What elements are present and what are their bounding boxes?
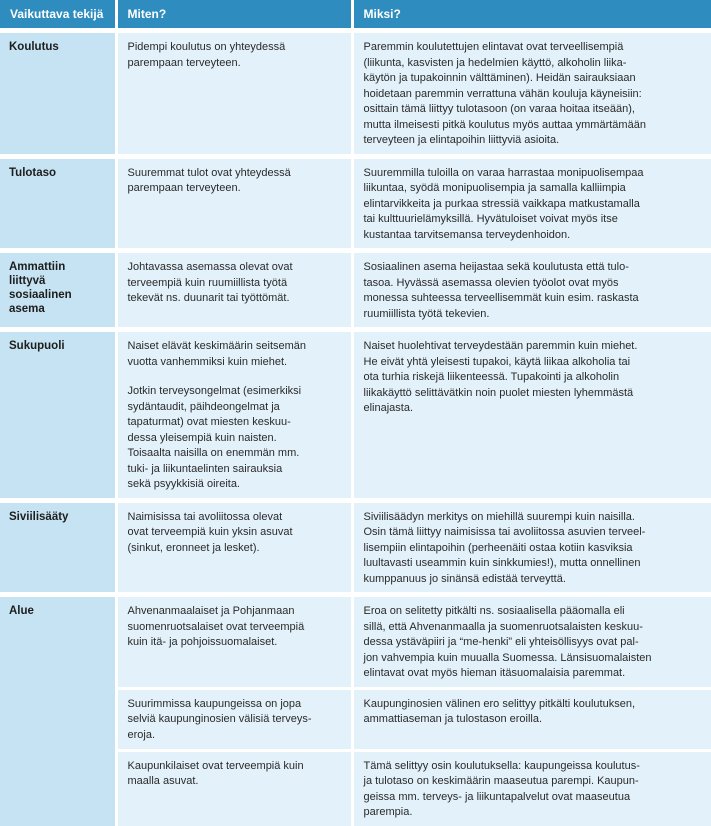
table-row (0, 156, 711, 251)
table-row (0, 330, 711, 501)
factor-cell: Alue (0, 595, 116, 826)
how-cell: Suurimmissa kaupungeissa on jopa selviä kaupunginosien välisiä terveys- eroja. (116, 688, 352, 750)
how-cell: Pidempi koulutus on yhteydessä parempaan terveyteen. (116, 31, 352, 157)
why-cell: Suuremmilla tuloilla on varaa harrastaa monipuolisempaa liikuntaa, syödä monipuolisempia ja samalla kalliimpia elintarvikkeita ja purkaa stressiä vaikkapa matkustamalla tai kulttuurielämyksillä. Hyvätuloiset voivat myös itse kustantaa tarvitsemansa terveydenhoidon. (352, 156, 711, 251)
factor-cell: Tulotaso (0, 156, 116, 251)
how-paragraph: Jotkin terveysongelmat (esimerkiksi sydäntaudit, päihdeongelmat ja tapaturmat) ovat miesten keskuu- dessa yleisempiä kuin naisten. Toisaalta naisilla on enemmän mm. tuki- ja liikuntaelinten sairauksia sekä psyykkisiä oireita. (127, 385, 302, 490)
header-factor: Vaikuttava tekijä (0, 0, 116, 31)
how-cell: Ahvenanmaalaiset ja Pohjanmaan suomenruotsalaiset ovat terveempiä kuin itä- ja pohjoissuomalaiset. (116, 595, 352, 689)
factor-cell: Koulutus (0, 31, 116, 157)
table-row (0, 595, 711, 689)
how-paragraph: Naiset elävät keskimäärin seitsemän vuotta vanhemmiksi kuin miehet. (127, 340, 307, 368)
why-cell: Sosiaalinen asema heijastaa sekä koulutusta että tulo- tasoa. Hyvässä asemassa olevien työolot ovat myös monessa suhteessa terveellisemmät kuin esim. raskasta ruumiillista työtä tekevien. (352, 251, 711, 330)
why-cell: Tämä selittyy osin koulutuksella: kaupungeissa koulutus- ja tulotaso on keskimäärin maaseutua parempi. Kaupun- geissa mm. terveys- ja liikuntapalvelut ovat maaseutua parempia. (352, 750, 711, 826)
why-cell: Kaupunginosien välinen ero selittyy pitkälti koulutuksen, ammattiaseman ja tulostason eroilla. (352, 688, 711, 750)
how-cell: Naimisissa tai avoliitossa olevat ovat terveempiä kuin yksin asuvat (sinkut, eronneet ja lesket). (116, 500, 352, 595)
factor-cell: Ammattiin liittyvä sosiaalinen asema (0, 251, 116, 330)
how-cell: Suuremmat tulot ovat yhteydessä parempaan terveyteen. (116, 156, 352, 251)
how-cell (116, 330, 352, 501)
how-cell: Johtavassa asemassa olevat ovat terveempiä kuin ruumiillista työtä tekevät ns. duunarit tai työttömät. (116, 251, 352, 330)
why-cell: Siviilisäädyn merkitys on miehillä suurempi kuin naisilla. Osin tämä liittyy naimisissa tai avoliitossa asuvien terveel- lisempiin elintapoihin (perheenäiti ostaa kotiin kasviksia luultavasti useammin kuin sinkkumies!), mutta onnellinen kumppanuus jo sinänsä edistää terveyttä. (352, 500, 711, 595)
table-row (0, 31, 711, 157)
why-cell: Eroa on selitetty pitkälti ns. sosiaalisella pääomalla eli sillä, että Ahvenanmaalla ja suomenruotsalaisten keskuu- dessa ystäväpiiri ja “me-henki” eli yhteisöllisyys ovat pal- jon vahvempia kuin muualla Suomessa. Länsisuomalaisten elintavat ovat myös hieman itäsuomalaisia paremmat. (352, 595, 711, 689)
why-cell: Naiset huolehtivat terveydestään paremmin kuin miehet. He eivät yhtä yleisesti tupakoi, käytä liikaa alkoholia tai ota turhia riskejä liikenteessä. Tupakointi ja alkoholin liikakäyttö selittävätkin noin puolet miesten lyhemmästä elinajasta. (352, 330, 711, 501)
header-how: Miten? (116, 0, 352, 31)
factor-cell: Siviilisääty (0, 500, 116, 595)
why-cell: Paremmin koulutettujen elintavat ovat terveellisempiä (liikunta, kasvisten ja hedelmien käyttö, alkoholin liika- käytön ja tupakoinnin välttäminen). Heidän sairauksiaan hoidetaan paremmin verrattuna vähän kouluja käyneisiin: osittain tämä liittyy tulotasoon (on varaa hoitaa itseään), mutta ilmeisesti pitkä koulutus myös auttaa ymmärtämään terveyteen ja elintapoihin liittyviä asioita. (352, 31, 711, 157)
header-why: Miksi? (352, 0, 711, 31)
how-cell: Kaupunkilaiset ovat terveempiä kuin maalla asuvat. (116, 750, 352, 826)
table-header-row (0, 0, 711, 31)
factor-cell: Sukupuoli (0, 330, 116, 501)
table-row (0, 251, 711, 330)
table-row (0, 500, 711, 595)
